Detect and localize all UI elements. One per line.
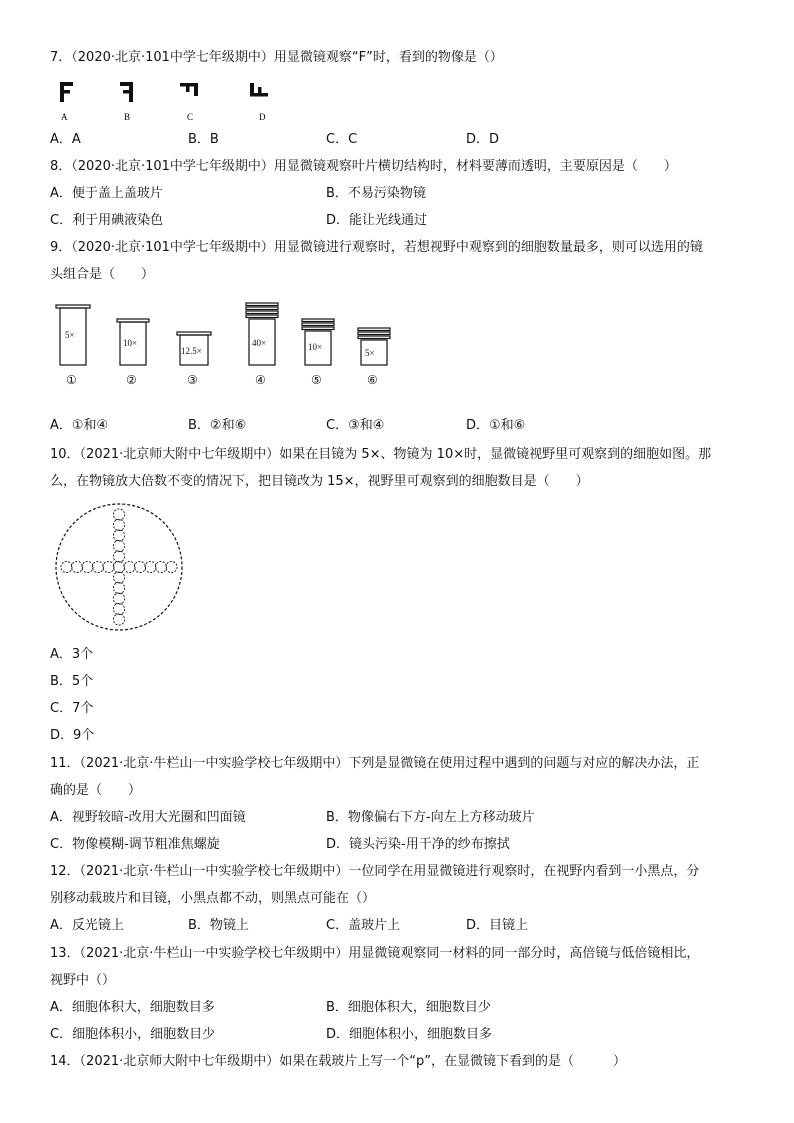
q8-option-a[interactable]: A．便于盖上盖玻片 [50,186,163,201]
cell-icon [113,593,124,604]
cell-icon [113,561,124,572]
q7-figure [50,78,290,126]
letter-f-normal [60,82,73,102]
letter-f-mirrored [120,82,133,102]
q10-field-of-view-figure [50,500,190,640]
q8-option-c[interactable]: C．利于用碘液染色 [50,213,164,228]
cell-icon [71,561,82,572]
q11-option-a[interactable]: A．视野较暗-改用大光圈和凹面镜 [50,810,246,825]
cell-icon [113,603,124,614]
q10-option-d[interactable]: D．9个 [50,728,95,743]
q9-option-c[interactable]: C．③和④ [326,418,385,433]
q9-option-b[interactable]: B．②和⑥ [188,418,247,433]
q12-stem-line1: 12．（2021·北京·牛栏山一中实验学校七年级期中）一位同学在用显微镜进行观察时，在视野内看到一小黑点，分 [50,864,700,879]
letter-f-rotated-c [180,83,198,96]
q7-option-b[interactable]: B．B [188,132,219,147]
q7-fig-label-c: C [187,112,194,122]
lens-2-number: ② [126,373,137,387]
lens-4-label: 40× [252,338,267,348]
cell-icon [113,530,124,541]
cell-icon [61,561,72,572]
q8-stem: 8．（2020·北京·101中学七年级期中）用显微镜观察叶片横切结构时，材料要薄而透明，主要原因是（ ） [50,159,677,174]
q7-option-d[interactable]: D．D [466,132,500,147]
q14-stem: 14．（2021·北京师大附中七年级期中）如果在载玻片上写一个“p”，在显微镜下看到的是（ ） [50,1054,626,1069]
cell-icon [113,540,124,551]
cell-icon [124,561,135,572]
letter-f-rotated-d [250,83,268,97]
q7-option-a[interactable]: A．A [50,132,81,147]
lens-6-number: ⑥ [367,373,378,387]
lens-6 [358,328,390,365]
q10-stem-line2: 么，在物镜放大倍数不变的情况下，把目镜改为 15×，视野里可观察到的细胞数目是（ ） [50,474,589,489]
lens-4 [246,303,278,365]
cell-icon [92,561,103,572]
lens-6-label: 5× [365,348,375,358]
cell-icon [113,572,124,583]
q10-option-b[interactable]: B．5个 [50,674,94,689]
q12-option-d[interactable]: D．目镜上 [466,918,529,933]
q11-option-c[interactable]: C．物像模糊-调节粗准焦螺旋 [50,837,220,852]
q11-option-b[interactable]: B．物像偏右下方-向左上方移动玻片 [326,810,535,825]
cell-icon [103,561,114,572]
lens-1-label: 5× [65,330,75,340]
cell-icon [166,561,177,572]
q13-option-c[interactable]: C．细胞体积小，细胞数目少 [50,1027,216,1042]
q10-stem-line1: 10．（2021·北京师大附中七年级期中）如果在目镜为 5×、物镜为 10×时，显微镜视野里可观察到的细胞如图。那 [50,447,712,462]
q11-stem-line2: 确的是（ ） [50,783,142,798]
q13-option-b[interactable]: B．细胞体积大，细胞数目少 [326,1000,491,1015]
q7-option-c[interactable]: C．C [326,132,358,147]
lens-2-label: 10× [123,338,138,348]
q7-fig-label-d: D [259,112,266,122]
q12-option-a[interactable]: A．反光镜上 [50,918,124,933]
cell-icon [145,561,156,572]
lens-3-number: ③ [187,373,198,387]
q10-option-c[interactable]: C．7个 [50,701,94,716]
lens-5-label: 10× [308,342,323,352]
cell-icon [82,561,93,572]
q13-stem-line1: 13．（2021·北京·牛栏山一中实验学校七年级期中）用显微镜观察同一材料的同一部分时，高倍镜与低倍镜相比， [50,946,700,961]
q9-stem-line1: 9．（2020·北京·101中学七年级期中）用显微镜进行观察时，若想视野中观察到的细胞数量最多，则可以选用的镜 [50,240,703,255]
q7-fig-label-a: A [61,112,68,122]
lens-1-number: ① [66,373,77,387]
q12-option-c[interactable]: C．盖玻片上 [326,918,401,933]
q9-stem-line2: 头组合是（ ） [50,267,155,282]
q9-lens-figure [50,298,400,392]
q13-option-a[interactable]: A．细胞体积大，细胞数目多 [50,1000,215,1015]
q13-stem-line2: 视野中（） [50,973,116,988]
cell-icon [113,582,124,593]
q13-option-d[interactable]: D．细胞体积小，细胞数目多 [326,1027,493,1042]
q11-option-d[interactable]: D．镜头污染-用干净的纱布擦拭 [326,837,510,852]
q8-option-b[interactable]: B．不易污染物镜 [326,186,426,201]
q11-stem-line1: 11．（2021·北京·牛栏山一中实验学校七年级期中）下列是显微镜在使用过程中遇到的问题与对应的解决办法，正 [50,756,700,771]
lens-5-number: ⑤ [311,373,322,387]
cell-icon [113,551,124,562]
cell-icon [113,509,124,520]
q7-fig-label-b: B [124,112,131,122]
q7-stem: 7．（2020·北京·101中学七年级期中）用显微镜观察“F”时，看到的物像是（） [50,50,503,65]
lens-4-number: ④ [255,373,266,387]
cell-icon [113,519,124,530]
q12-stem-line2: 别移动载玻片和目镜，小黑点都不动，则黑点可能在（） [50,891,376,906]
cell-icon [134,561,145,572]
q12-option-b[interactable]: B．物镜上 [188,918,249,933]
q10-option-a[interactable]: A．3个 [50,647,94,662]
q9-option-a[interactable]: A．①和④ [50,418,109,433]
cell-icon [113,614,124,625]
q9-option-d[interactable]: D．①和⑥ [466,418,526,433]
q8-option-d[interactable]: D．能让光线通过 [326,213,428,228]
lens-3-label: 12.5× [181,346,202,356]
cell-icon [155,561,166,572]
